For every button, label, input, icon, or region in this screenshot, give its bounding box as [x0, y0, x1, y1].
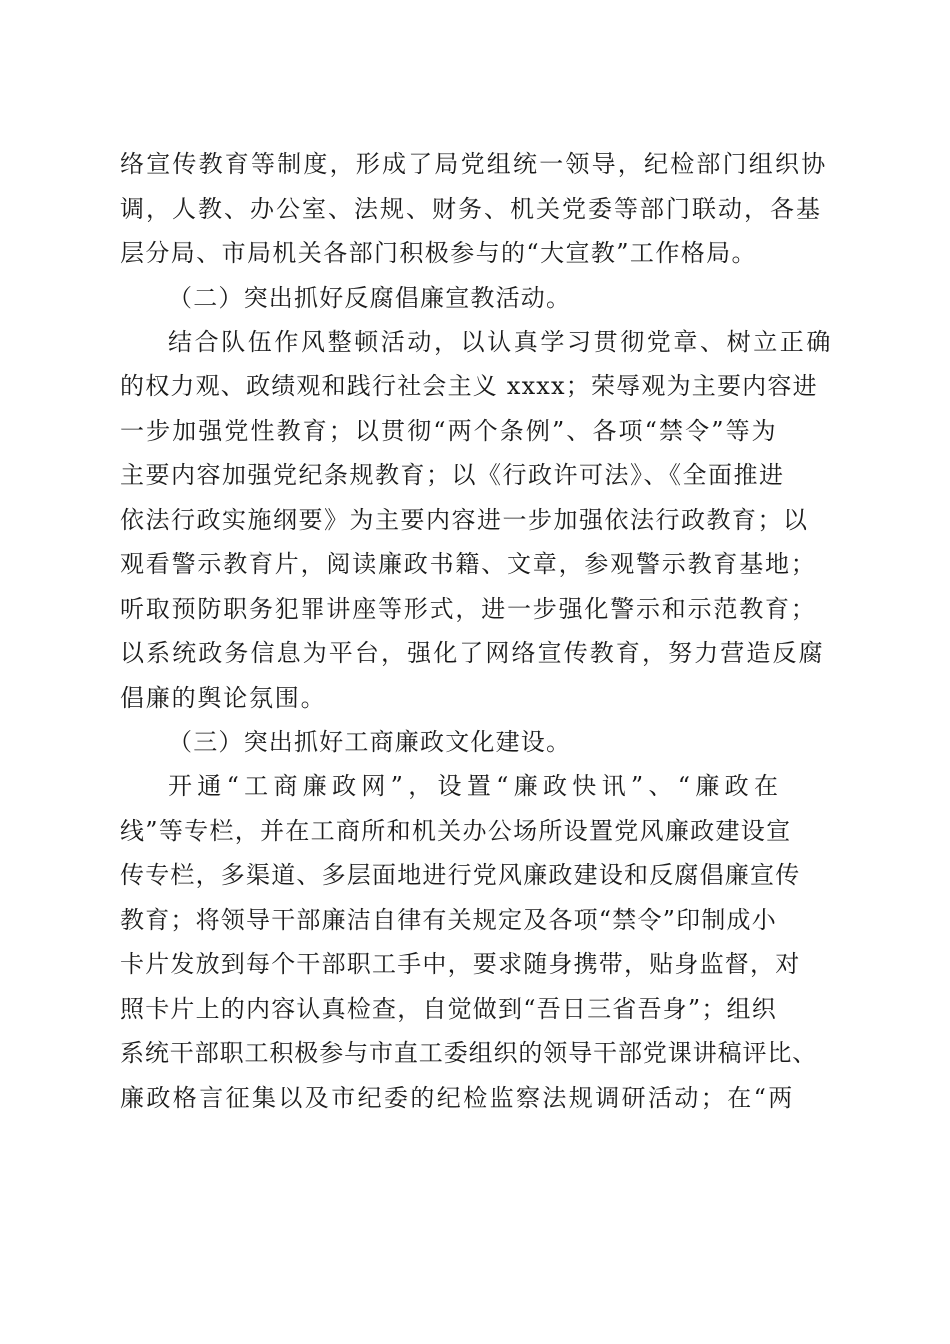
body-text-line: 听取预防职务犯罪讲座等形式，进一步强化警示和示范教育； — [120, 595, 817, 623]
body-text-line: 传专栏，多渠道、多层面地进行党风廉政建设和反腐倡廉宣传 — [120, 861, 801, 889]
body-text-line: 线”等专栏，并在工商所和机关办公场所设置党风廉政建设宣 — [120, 817, 792, 845]
body-text-line: 的权力观、政绩观和践行社会主义 xxxx；荣辱观为主要内容进 — [120, 372, 818, 400]
body-text-line: 层分局、市局机关各部门积极参与的“大宣教”工作格局。 — [120, 239, 757, 267]
body-text-line: 结合队伍作风整顿活动，以认真学习贯彻党章、树立正确 — [168, 328, 833, 356]
body-text-line: 教育；将领导干部廉洁自律有关规定及各项“禁令”印制成小 — [120, 906, 777, 934]
body-text-line: 以系统政务信息为平台，强化了网络宣传教育，努力营造反腐 — [120, 639, 825, 667]
body-text-line: 廉政格言征集以及市纪委的纪检监察法规调研活动；在“两 — [120, 1084, 795, 1112]
body-text-line: 倡廉的舆论氛围。 — [120, 684, 327, 712]
section-heading: （三）突出抓好工商廉政文化建设。 — [168, 728, 572, 756]
body-text-line: 一步加强党性教育；以贯彻“两个条例”、各项“禁令”等为 — [120, 417, 778, 445]
body-text-line: 开通“工商廉政网”，设置“廉政快讯”、“廉政在 — [168, 772, 784, 800]
body-text-line: 观看警示教育片，阅读廉政书籍、文章，参观警示教育基地； — [120, 550, 817, 578]
body-text-line: 主要内容加强党纪条规教育；以《行政许可法》、《全面推进 — [120, 461, 785, 489]
body-text-line: 系统干部职工积极参与市直工委组织的领导干部党课讲稿评比、 — [120, 1039, 818, 1067]
body-text-line: 络宣传教育等制度，形成了局党组统一领导，纪检部门组织协 — [120, 150, 828, 178]
section-heading: （二）突出抓好反腐倡廉宣教活动。 — [168, 284, 572, 312]
body-text-line: 照卡片上的内容认真检查，自觉做到“吾日三省吾身”；组织 — [120, 995, 777, 1023]
body-text-line: 调，人教、办公室、法规、财务、机关党委等部门联动，各基 — [120, 195, 822, 223]
body-text-line: 卡片发放到每个干部职工手中，要求随身携带，贴身监督，对 — [120, 950, 801, 978]
body-text-line: 依法行政实施纲要》为主要内容进一步加强依法行政教育；以 — [120, 506, 809, 534]
